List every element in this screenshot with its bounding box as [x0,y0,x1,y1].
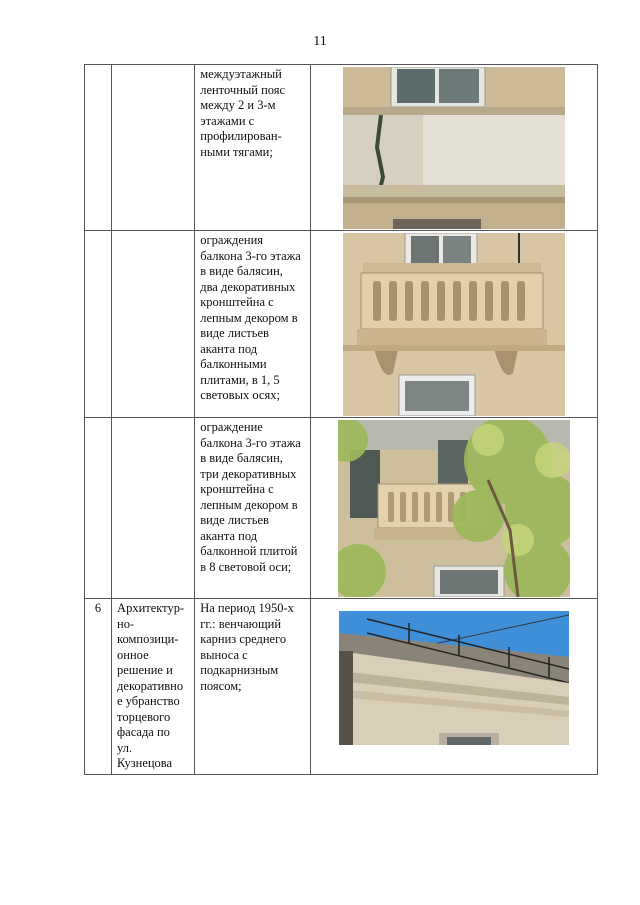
table-row [85,599,598,775]
row-description-cell: ограждение балкона 3-го этажа в виде балясин, три декоративных кронштейна с лепным декором в виде листьев аканта под балконной плитой в 8 световой оси; [195,418,311,599]
row-number-cell: 6 [85,599,112,775]
table-row [85,231,598,418]
row-name-cell [112,418,195,599]
row-photo-cell [311,231,598,418]
row-photo-cell [311,599,598,775]
row-number-cell [85,231,112,418]
row-description-cell: ограждения балкона 3-го этажа в виде балясин, два декоративных кронштейна с лепным декором в виде листьев аканта под балконными плитами, в 1, 5 световых осях; [195,231,311,418]
table-row [85,418,598,599]
page-number: 11 [313,34,327,49]
heritage-table [84,64,598,775]
row-description-cell: На период 1950-х гг.: венчающий карниз среднего выноса с подкарнизным поясом; [195,599,311,775]
row-name-cell: Архитектур- но- композици- онное решение и декоративно е убранство торцевого фасада по ул. Кузнецова [112,599,195,775]
row-photo-cell [311,65,598,231]
facade-belt-photo [343,67,565,229]
cornice-photo [339,611,569,745]
row-description-cell: междуэтажный ленточный пояс между 2 и 3-м этажами с профилирован- ными тягами; [195,65,311,231]
table-row [85,65,598,231]
row-number-cell [85,65,112,231]
balcony-tree-photo [338,420,570,597]
balcony-balusters-photo [343,233,565,416]
row-number-cell [85,418,112,599]
row-name-cell [112,231,195,418]
row-photo-cell [311,418,598,599]
row-name-cell [112,65,195,231]
